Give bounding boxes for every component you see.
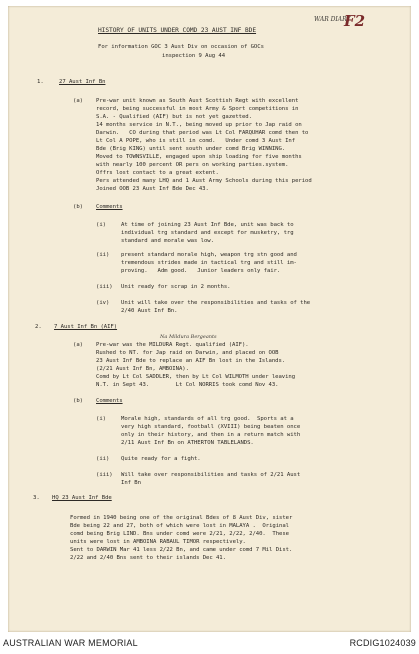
sec1-a-line: Lt Col A POPE, who is still in comd. Under comd 3 Aust Inf [96,138,296,144]
sec1-comment-marker: (i) [96,222,106,228]
sec1-comment-marker: (iii) [96,284,113,290]
sec2-a-line: 23 Aust Inf Bde to replace an AIF Bn lost in the Islands. [96,358,286,364]
sec2-a-line: N.T. in Sept 43. Lt Col NORRIS took comd Nov 43. [96,382,279,388]
sec1-comment-line: Unit ready for scrap in 2 months. [121,284,231,290]
sec1-a-marker: (a) [73,98,83,104]
section-2-number: 2. [35,324,42,330]
sec2-a-marker: (a) [73,342,83,348]
war-diary-annotation: WAR DIARY [314,16,351,23]
sec1-a-line: 14 months service in N.T., being moved up prior to Jap raid on [96,122,302,128]
sec1-a-line: S.A. - Qualified (AIF) but is not yet gazetted. [96,114,252,120]
sec1-a-line: Darwin. CO during that period was Lt Col FARQUHAR comd then to [96,130,309,136]
sec1-comment-line: tremendous strides made in tactical trg and still im- [121,260,297,266]
sec3-line: units were lost in AMBOINA RABAUL TIMOR respectively. [70,539,246,545]
sec1-comments-heading: Comments [96,204,123,210]
folio-code: F2 [344,12,366,30]
sec1-b-marker: (b) [73,204,83,210]
sec2-comment-line: very high standard, football (XVIII) being beaten once [121,424,301,430]
section-1-heading: 27 Aust Inf Bn [59,79,106,85]
section-3-heading: HQ 23 Aust Inf Bde [52,495,112,501]
sec1-a-line: Moved to TOWNSVILLE, engaged upon ship loading for five months [96,154,302,160]
sec2-a-line: Pre-war was the MILDURA Regt. qualified (AIF). [96,342,249,348]
sec2-comment-marker: (ii) [96,456,110,462]
sec1-a-line: Pre-war unit known as South Aust Scottish Regt with excellent [96,98,299,104]
sec2-comments-heading: Comments [96,398,123,404]
subtitle-line-2: inspection 9 Aug 44 [162,53,226,59]
sec1-a-line: Bde (Brig KING) until sent south under comd Brig WINNING. [96,146,286,152]
sec2-comment-line: Inf Bn [121,480,141,486]
sec3-line: 2/22 and 2/40 Bns sent to their islands Dec 41. [70,555,226,561]
sec1-a-line: with nearly 100 percent OR pers on working parties.system. [96,162,289,168]
sec2-comment-line: Quite ready for a fight. [121,456,201,462]
sec2-comment-line: Morale high, standards of all trg good. Sports at a [121,416,294,422]
sec1-comment-line: Unit will take over the responsibilities and tasks of the [121,300,311,306]
document-title: HISTORY OF UNITS UNDER COMD 23 AUST INF BDE [98,27,257,34]
sec1-comment-line: present standard morale high, weapon trg stn good and [121,252,297,258]
sec1-a-line: Offrs lost contact to a great extent. [96,170,219,176]
sec2-comment-line: 2/11 Aust Inf Bn on ATHERTON TABLELANDS. [121,440,254,446]
subtitle-line-1: For information GOC 3 Aust Div on occasion of GOCs [98,44,264,50]
sec3-line: comd being Brig LIND. Bns under comd were 2/21, 2/22, 2/40. These [70,531,289,537]
sec2-a-line: Rushed to NT. for Jap raid on Darwin, and placed on OOB [96,350,279,356]
sec2-a-line: Comd by Lt Col SADDLER, then by Lt Col WILMOTH under leaving [96,374,296,380]
sec3-line: Formed in 1940 being one of the original Bdes of 8 Aust Div, sister [70,515,293,521]
sec2-a-line: (2/21 Aust Inf Bn, AMBOINA). [96,366,189,372]
sec1-comment-marker: (iv) [96,300,110,306]
sec1-comment-line: individual trg standard and except for musketry, trg [121,230,294,236]
handwritten-insert: Na Mildura Bergeants [160,334,217,340]
section-1-number: 1. [37,79,44,85]
sec2-comment-line: Will take over responsibilities and tasks of 2/21 Aust [121,472,301,478]
sec2-comment-line: only in their history, and then in a return match with [121,432,301,438]
footer-archive-name: AUSTRALIAN WAR MEMORIAL [3,638,138,648]
sec1-a-line: Joined OOB 23 Aust Inf Bde Dec 43. [96,186,209,192]
sec1-comment-line: At time of joining 23 Aust Inf Bde, unit was back to [121,222,294,228]
sec2-b-marker: (b) [73,398,83,404]
sec2-comment-marker: (i) [96,416,106,422]
archive-footer [0,634,419,654]
sec1-comment-line: 2/40 Aust Inf Bn. [121,308,178,314]
section-2-heading: 7 Aust Inf Bn (AIF) [54,324,118,330]
section-3-number: 3. [33,495,40,501]
sec1-a-line: record, being successful in most Army & Sport competitions in [96,106,299,112]
sec1-comment-line: proving. Adm good. Junior leaders only fair. [121,268,281,274]
sec3-line: Sent to DARWIN Mar 41 less 2/22 Bn, and came under comd 7 Mil Dist. [70,547,293,553]
sec1-a-line: Pers attended many LHQ and 1 Aust Army Schools during this period [96,178,312,184]
footer-record-id: RCDIG1024039 [349,638,416,648]
sec3-line: Bde being 22 and 27, both of which were lost in MALAYA . Original [70,523,289,529]
sec1-comment-line: standard and morale was low. [121,238,214,244]
sec1-comment-marker: (ii) [96,252,110,258]
sec2-comment-marker: (iii) [96,472,113,478]
